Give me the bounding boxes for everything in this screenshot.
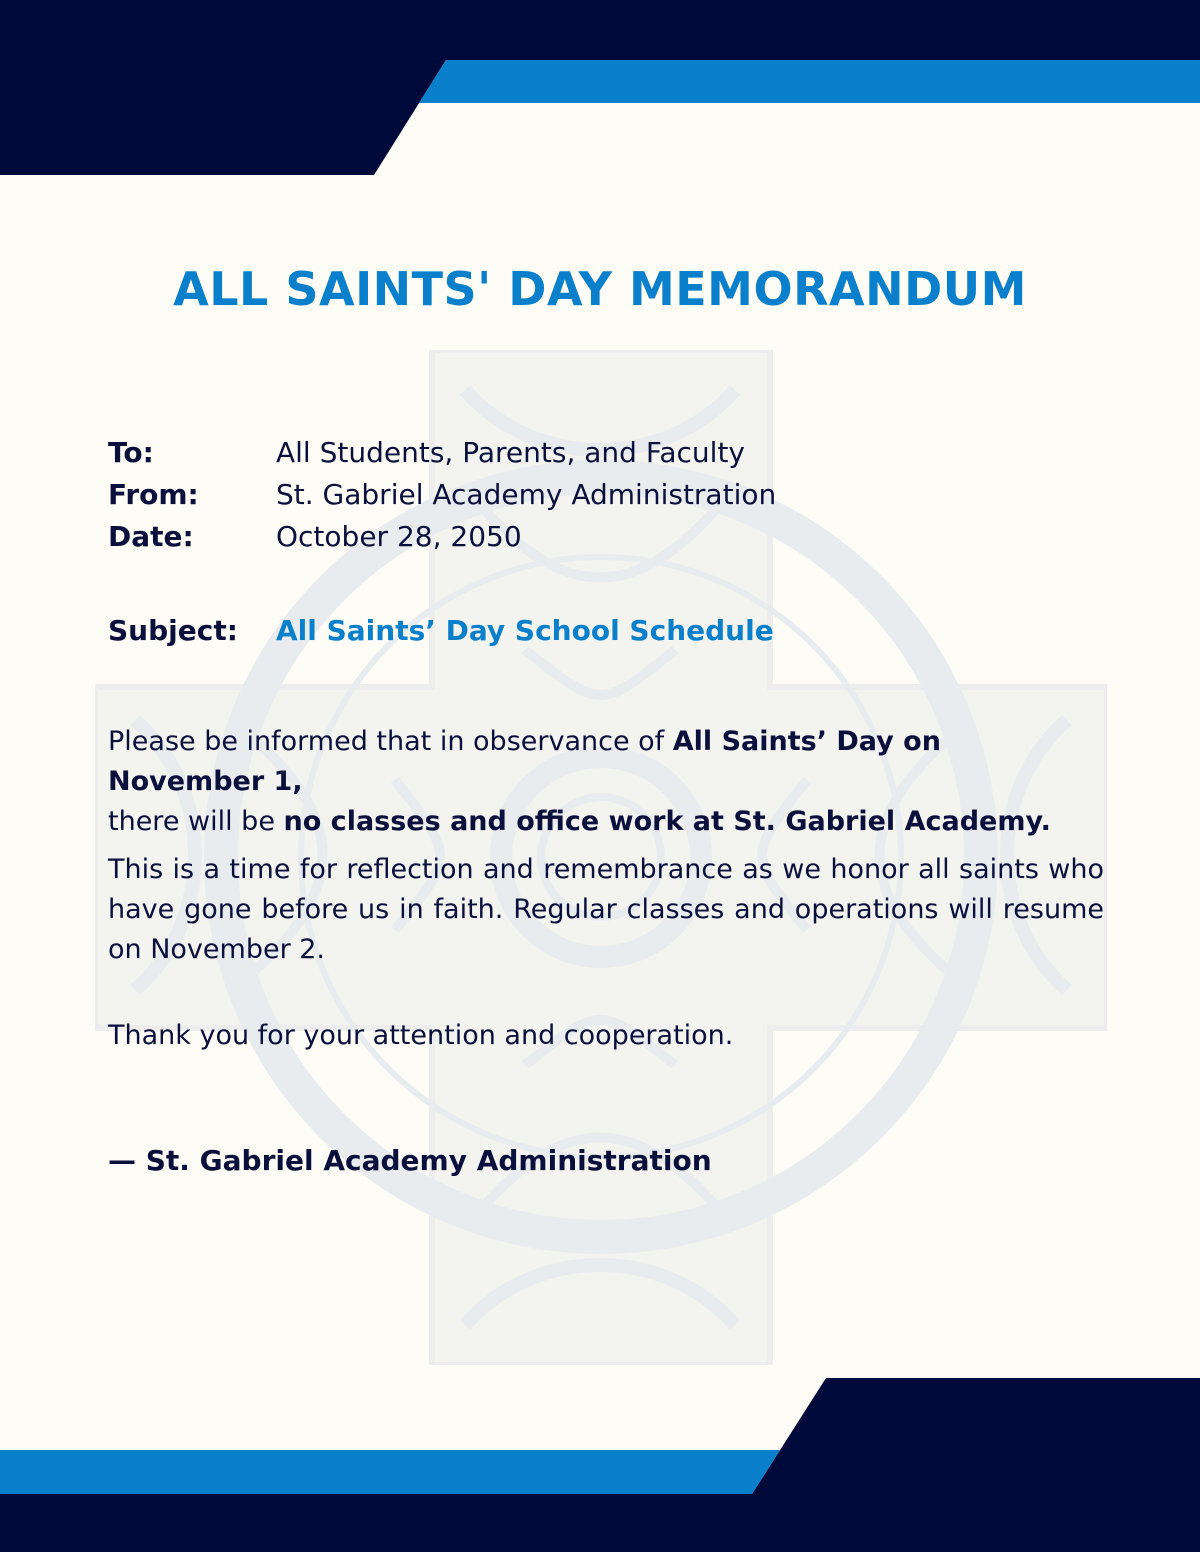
body-paragraph-2: This is a time for reflection and remembrance as we honor all saints who have gone before us in faith. Regular classes and operations will resume on November 2. [108,854,1104,965]
footer-blue-stripe [0,1450,780,1494]
signature: — St. Gabriel Academy Administration [108,1144,712,1177]
body-paragraph-1 [108,722,1104,842]
date-value: October 28, 2050 [276,520,522,553]
to-label: To: [108,436,154,469]
date-row [108,516,522,558]
subject-label: Subject: [108,614,238,647]
to-value: All Students, Parents, and Faculty [276,436,745,469]
footer-navy-band [0,1378,1200,1552]
p1-mid: there will be [108,806,284,837]
p1-bold-date: All Saints’ Day on November 1, [108,726,941,797]
memo-title: ALL SAINTS' DAY MEMORANDUM [173,262,1027,316]
from-value: St. Gabriel Academy Administration [276,478,777,511]
body-paragraph-3: Thank you for your attention and cooperation. [108,1020,734,1051]
date-label: Date: [108,520,194,553]
subject-row [108,610,774,652]
from-row [108,474,776,516]
header-blue-stripe [419,60,1200,103]
header-decoration [0,0,1200,180]
to-row [108,432,745,474]
p1-intro: Please be informed that in observance of [108,726,673,757]
p1-bold-notice: no classes and office work at St. Gabriel Academy. [283,806,1051,837]
from-label: From: [108,478,199,511]
subject-value: All Saints’ Day School Schedule [276,614,774,647]
